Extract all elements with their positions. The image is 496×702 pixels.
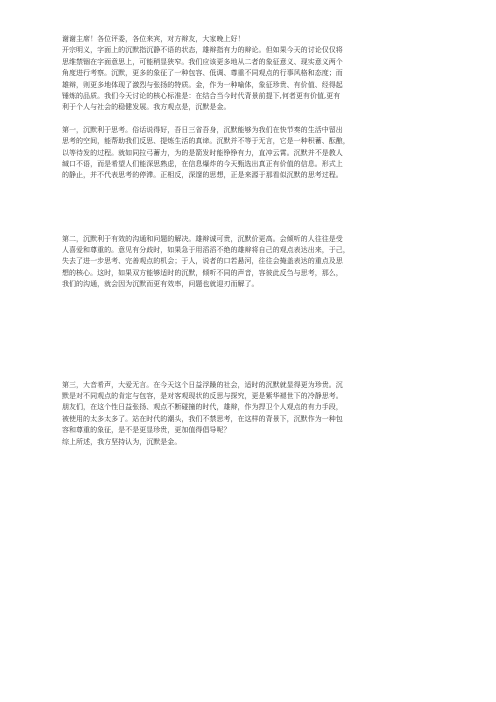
speech-text <box>62 34 436 448</box>
opening-line: 锤炼的品质。我们今天讨论的核心标准是：在结合当今时代背景前提下,何者更有价值,更有 <box>62 91 341 100</box>
point-3-line: 被使用的太多太多了。站在时代的潮头，我们不禁思考，在这样的背景下，沉默作为一种包 <box>62 414 343 423</box>
point-3-line: 容和尊重的象征，是不是更显珍贵，更加值得倡导呢？ <box>62 426 231 435</box>
conclusion-line: 综上所述，我方坚持认为，沉默是金。 <box>62 437 182 446</box>
opening-line: 角度进行考察。沉默，更多的象征了一种包容、低调、尊重不同观点的行事风格和态度；而 <box>62 69 343 78</box>
greeting-line: 谢谢主席！各位评委，各位来宾，对方辩友，大家晚上好！ <box>62 35 245 43</box>
point-1-line: 的静止，并不代表思考的停滞。正相反，深邃的思想，正是来源于那看似沉默的思考过程。 <box>62 171 343 180</box>
point-2-line: 第二，沉默利于有效的沟通和问题的解决。雄辩诚可贵，沉默价更高。会倾听的人往往是受 <box>62 234 343 243</box>
opening-paragraph <box>62 45 436 113</box>
point-2-line: 人喜爱和尊重的。意见有分歧时，如果急于用滔滔不绝的雄辩将自己的观点表达出来，于己， <box>62 246 350 255</box>
spacer <box>62 182 436 234</box>
point-3-line: 第三，大音希声，大爱无言。在今天这个日益浮躁的社会，适时的沉默就显得更为珍贵。沉 <box>62 380 343 389</box>
point-3-line: 朋友们，在这个性日益张扬、观点不断碰撞的时代，雄辩，作为捍卫个人观点的有力手段， <box>62 403 343 412</box>
greeting-paragraph <box>62 34 436 45</box>
point-2-line: 想的核心。这时，如果双方能够适时的沉默，倾听不同的声音，容彼此反刍与思考，那么， <box>62 268 343 277</box>
opening-line: 开宗明义，字面上的沉默指沉静不语的状态，雄辩指有力的辩论。但如果今天的讨论仅仅将 <box>62 46 343 55</box>
point-2-line: 我们的沟通，就会因为沉默而更有效率，问题也就迎刃而解了。 <box>62 280 259 289</box>
spacer <box>62 114 436 125</box>
point-2-paragraph <box>62 234 436 291</box>
point-1-line: 第一，沉默利于思考。俗话说得好，吾日三省吾身，沉默能够为我们在快节奏的生活中留出 <box>62 125 343 134</box>
opening-line: 雄辩，则更多地体现了激烈与张扬的特质。金，作为一种喻体，象征珍贵、有价值、经得起 <box>62 80 343 89</box>
point-3-line: 默是对不同观点的肯定与包容，是对客观现状的反思与探究，更是紫华褪世下的冷静思考。 <box>62 392 343 401</box>
spacer <box>62 291 436 380</box>
opening-line: 思维禁锢在字面意思上，可能稍显狭窄。我们应该更多地从二者的象征意义、现实意义两个 <box>62 57 343 66</box>
point-1-line: 思考的空间，能帮助我们反思、提炼生活的真谛。沉默并不等于无言，它是一种积蓄、酝酿， <box>62 137 350 146</box>
point-1-line: 以等待发的过程。就如同拉弓蓄力，为的是箭发时能铮铮有力，直冲云霄。沉默并不是教人 <box>62 148 343 157</box>
opening-line: 利于个人与社会的稳健发展。我方观点是，沉默是金。 <box>62 103 231 112</box>
point-1-paragraph <box>62 125 436 182</box>
conclusion-paragraph <box>62 437 436 448</box>
point-3-paragraph <box>62 380 436 437</box>
point-2-line: 失去了进一步思考、完善观点的机会；于人，说者的口若悬河，往往会掩盖表达的重点及思 <box>62 257 343 266</box>
point-1-line: 缄口不语，而是希望人们能深思熟虑，在信息爆炸的今天甄选出真正有价值的信息。形式上 <box>62 159 343 168</box>
